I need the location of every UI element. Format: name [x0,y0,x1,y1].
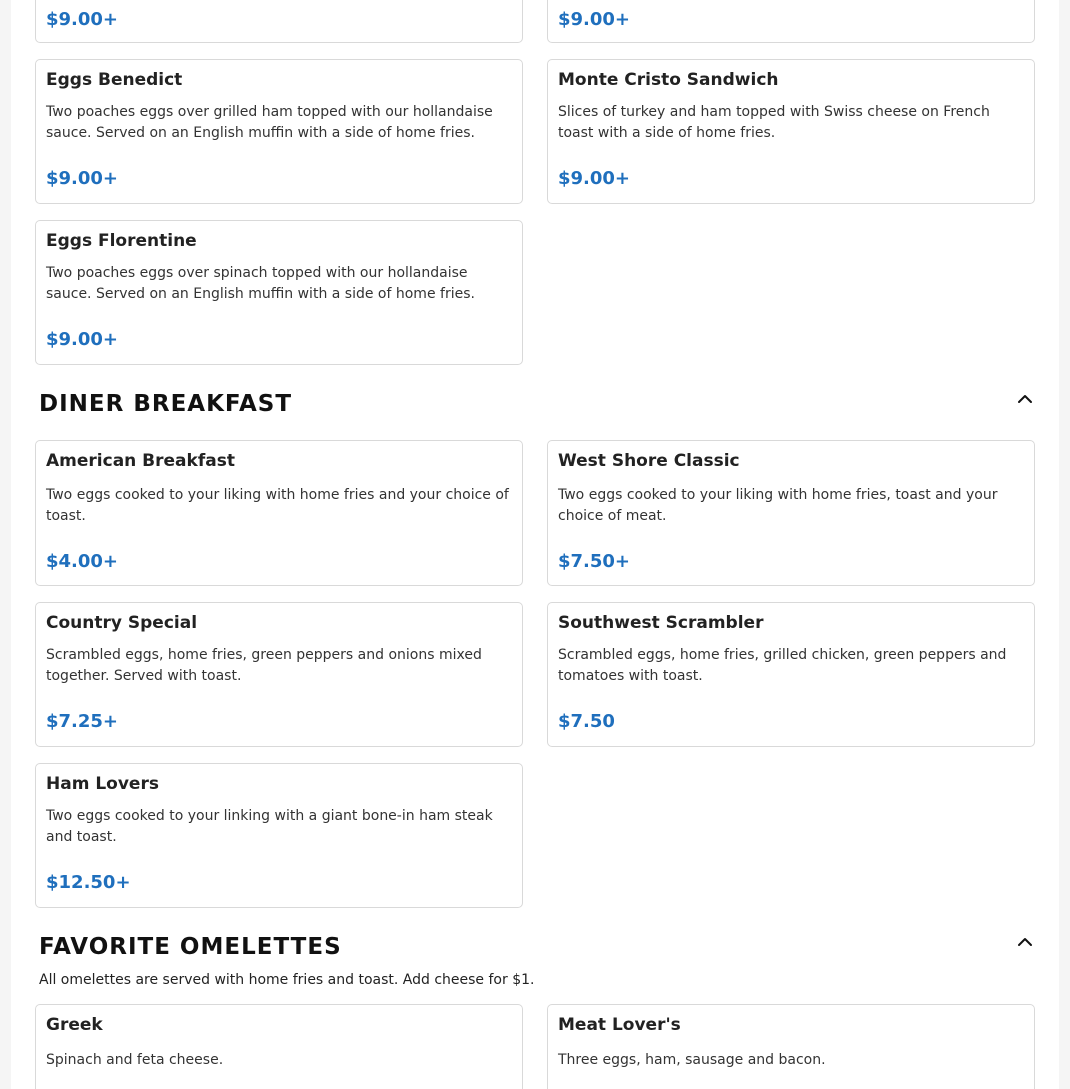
menu-item-card[interactable] [35,440,523,586]
menu-item-card[interactable] [35,763,523,908]
item-name: Southwest Scrambler [558,613,764,633]
menu-item-card[interactable] [547,1004,1035,1089]
item-price: $9.00+ [46,329,119,350]
item-description: Slices of turkey and ham topped with Swiss cheese on French toast with a side of home fries. [558,104,990,141]
item-description: Two eggs cooked to your liking with home fries, toast and your choice of meat. [558,487,998,524]
menu-item-card[interactable] [547,440,1035,586]
item-price: $9.00+ [558,168,631,189]
chevron-up-icon[interactable] [1015,932,1035,952]
item-description: Scrambled eggs, home fries, green peppers and onions mixed together. Served with toast. [46,647,482,684]
menu-item-card[interactable] [547,602,1035,747]
menu-item-card[interactable] [547,59,1035,204]
chevron-up-icon[interactable] [1015,389,1035,409]
item-name: Greek [46,1015,103,1035]
item-description: Two eggs cooked to your linking with a giant bone-in ham steak and toast. [46,808,493,845]
item-name: American Breakfast [46,451,235,471]
item-price: $7.25+ [46,711,119,732]
menu-item-card[interactable] [35,602,523,747]
item-name: Monte Cristo Sandwich [558,70,779,90]
item-description: Two eggs cooked to your liking with home fries and your choice of toast. [46,487,509,524]
item-description: Scrambled eggs, home fries, grilled chicken, green peppers and tomatoes with toast. [558,647,1007,684]
section-title-diner-breakfast: DINER BREAKFAST [39,391,293,417]
item-name: Country Special [46,613,198,633]
section-title-favorite-omelettes: FAVORITE OMELETTES [39,934,342,960]
menu-item-card[interactable] [35,59,523,204]
item-price: $7.50 [558,711,615,732]
item-name: Eggs Florentine [46,231,197,251]
item-description: Spinach and feta cheese. [46,1052,224,1068]
menu-item-card[interactable] [547,0,1035,43]
menu-page [11,0,1059,1089]
item-name: West Shore Classic [558,451,740,471]
item-name: Ham Lovers [46,774,159,794]
item-name: Eggs Benedict [46,70,183,90]
item-price: $9.00+ [46,9,119,30]
item-price: $12.50+ [46,872,131,893]
item-description: Three eggs, ham, sausage and bacon. [558,1052,826,1068]
item-price: $9.00+ [558,9,631,30]
item-price: $9.00+ [46,168,119,189]
menu-item-card[interactable] [35,1004,523,1089]
section-note: All omelettes are served with home fries and toast. Add cheese for $1. [39,972,535,988]
item-price: $7.50+ [558,551,631,572]
menu-item-card[interactable] [35,220,523,365]
item-description: Two poaches eggs over spinach topped with our hollandaise sauce. Served on an English muffin with a side of home fries. [46,265,475,302]
item-name: Meat Lover's [558,1015,681,1035]
item-description: Two poaches eggs over grilled ham topped with our hollandaise sauce. Served on an English muffin with a side of home fries. [46,104,493,141]
menu-item-card[interactable] [35,0,523,43]
item-price: $4.00+ [46,551,119,572]
